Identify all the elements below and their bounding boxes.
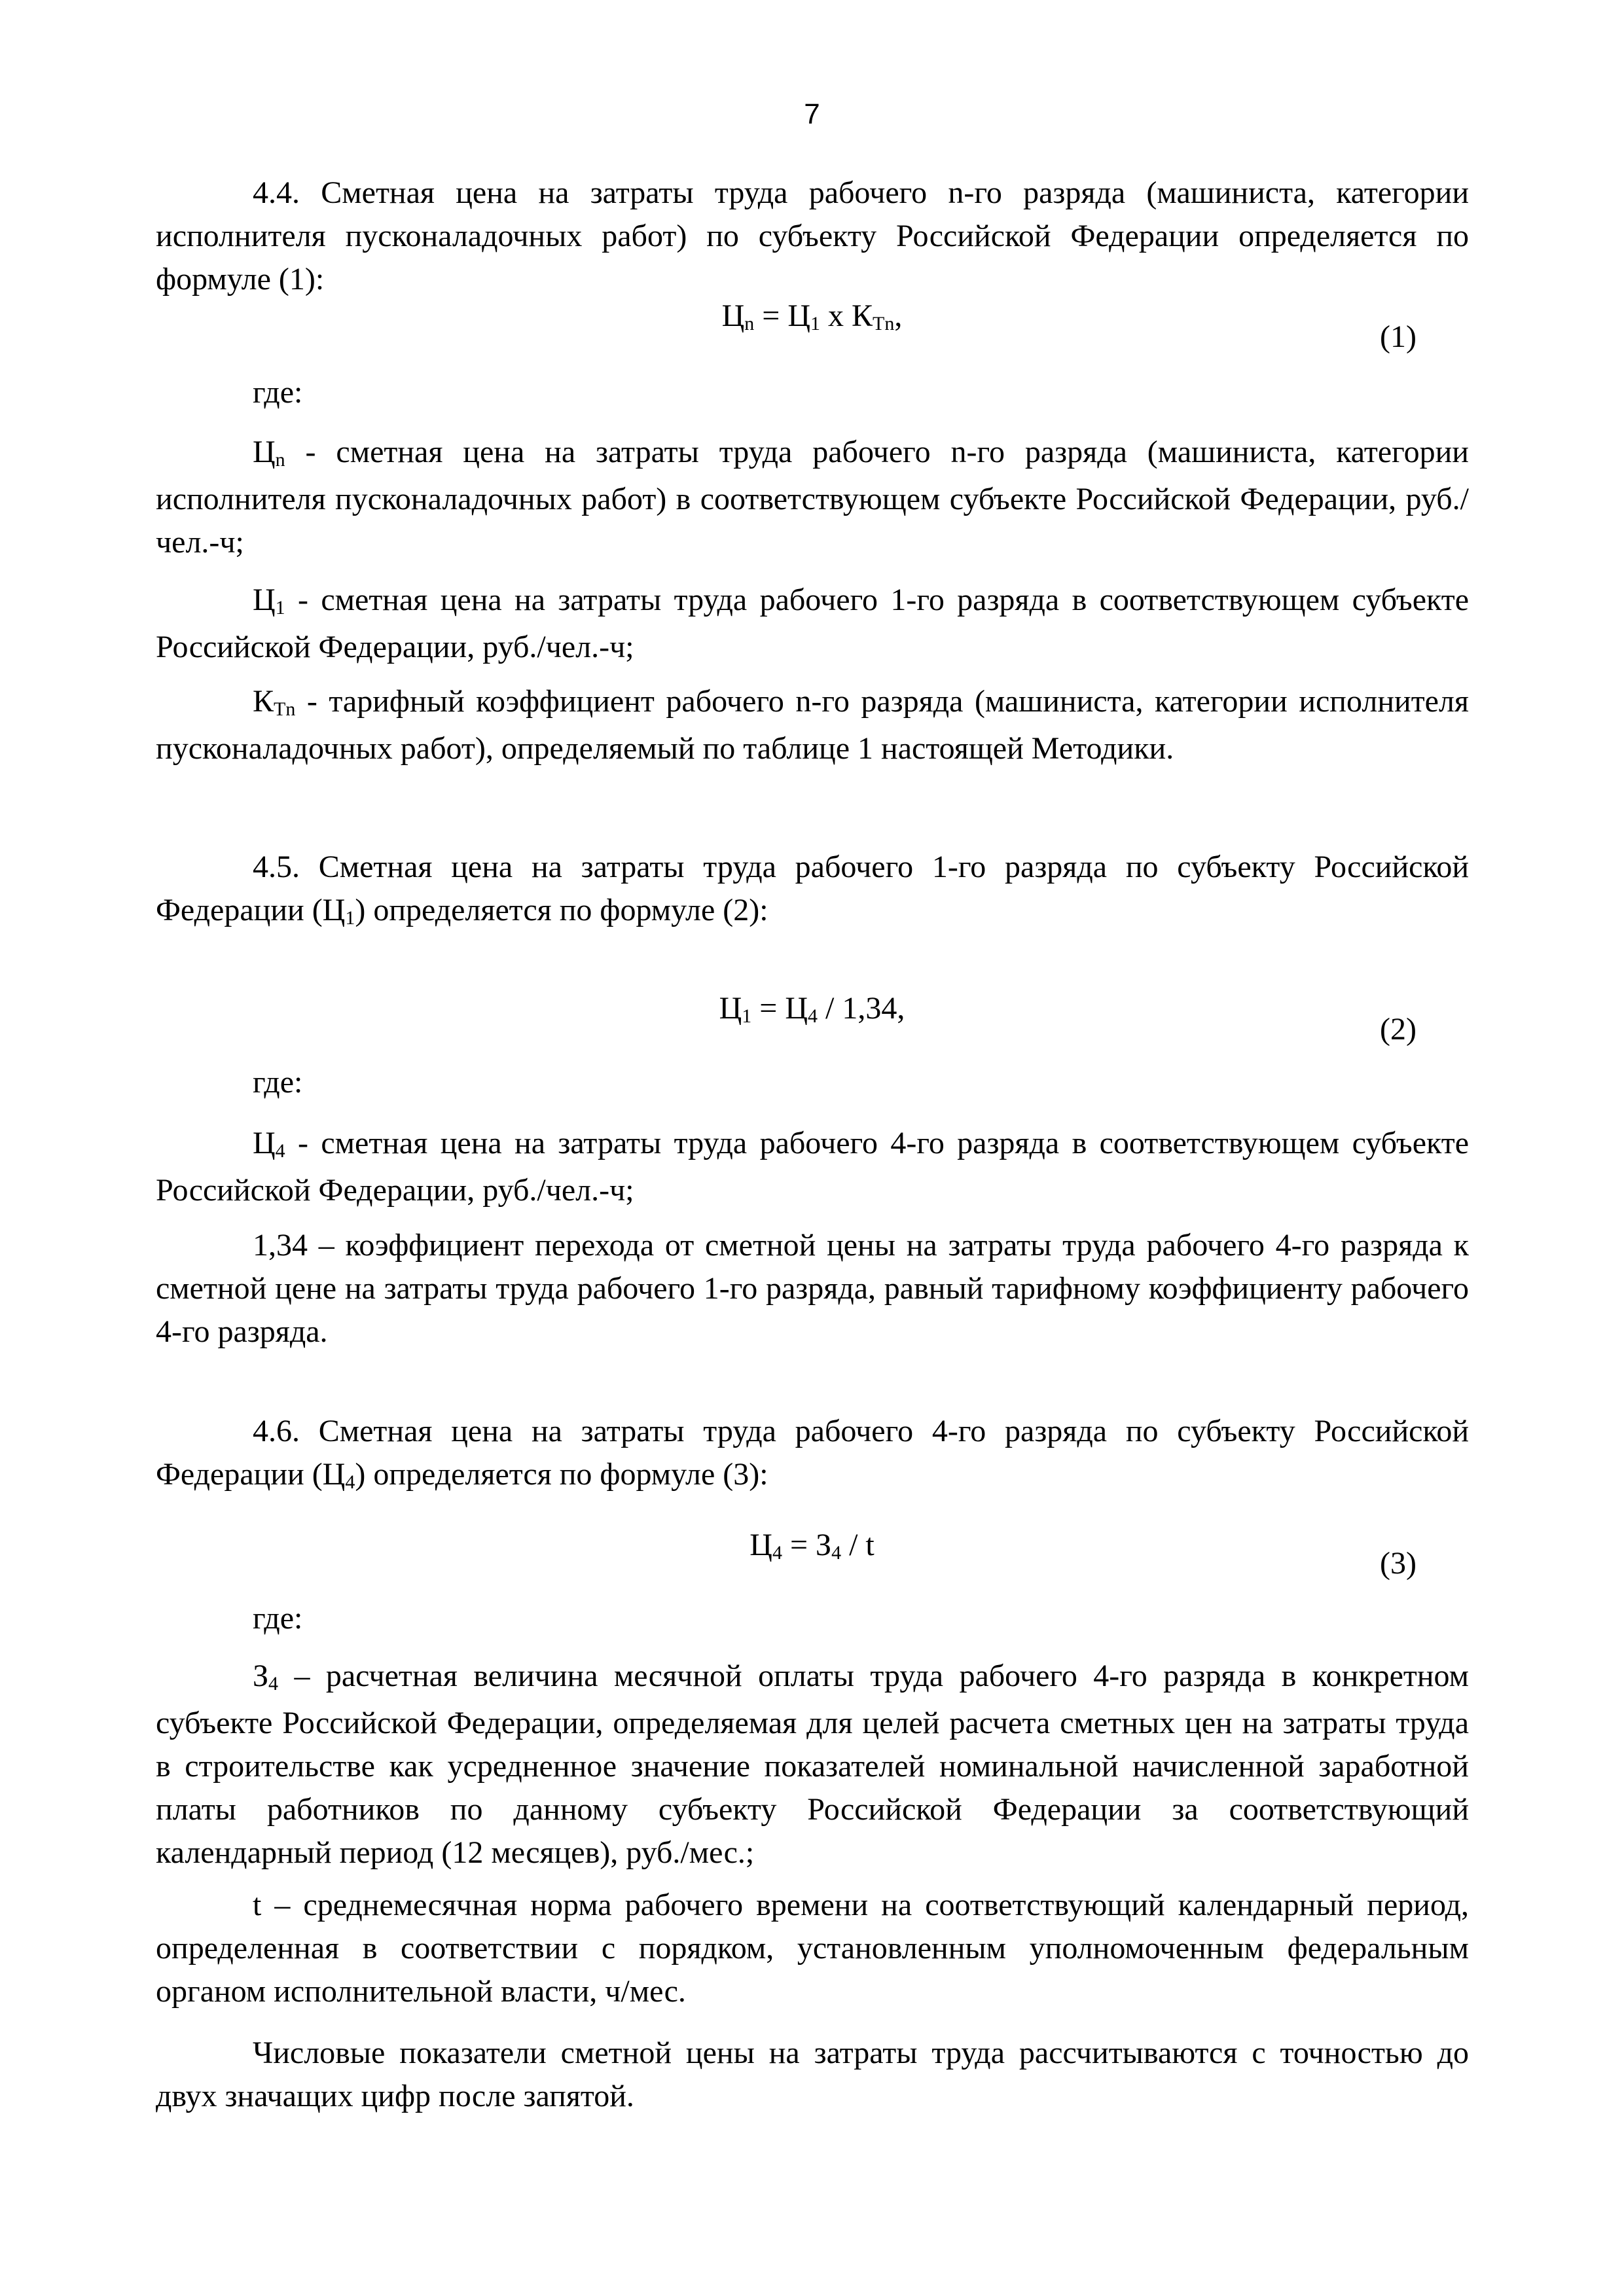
paragraph-4-5: 4.5. Сметная цена на затраты труда рабочего 1-го разряда по субъекту Российской Федерации (Ц1) определяется по формуле (2): (156, 850, 1469, 929)
definition-1-34: 1,34 – коэффициент перехода от сметной цены на затраты труда рабочего 4-го разряда к сметной цене на затраты труда рабочего 1-го разряда, равный тарифному коэффициенту рабочего 4-го разряда. (156, 1228, 1469, 1349)
page-number: 7 (804, 98, 820, 130)
formula-number-3: (3) (1380, 1546, 1416, 1581)
formula-number-1: (1) (1380, 319, 1416, 354)
definition-c1: Ц1 - сметная цена на затраты труда рабочего 1-го разряда в соответствующем субъекте Российской Федерации, руб./чел.-ч; (156, 583, 1469, 664)
definition-t: t – среднемесячная норма рабочего времени на соответствующий календарный период, определенная в соответствии с порядком, установленным уполномоченным федеральным органом исполнительной власти, ч/мес. (156, 1888, 1469, 2009)
where-label: где: (253, 1065, 303, 1100)
formula-3: Ц4 = З4 / t (749, 1528, 875, 1564)
formula-number-2: (2) (1380, 1012, 1416, 1047)
closing-paragraph: Числовые показатели сметной цены на затраты труда рассчитываются с точностью до двух значащих цифр после запятой. (156, 2036, 1469, 2113)
definition-cn: Цn - сметная цена на затраты труда рабочего n-го разряда (машиниста, категории исполнителя пусконаладочных работ) в соответствующем субъекте Российской Федерации, руб./чел.-ч; (156, 435, 1469, 560)
definition-ktn: КТn - тарифный коэффициент рабочего n-го разряда (машиниста, категории исполнителя пусконаладочных работ), определяемый по таблице 1 настоящей Методики. (156, 684, 1469, 766)
definition-z4: З4 – расчетная величина месячной оплаты труда рабочего 4-го разряда в конкретном субъекте Российской Федерации, определяемая для целей расчета сметных цен на затраты труда в строительстве как усредненное значение показателей номинальной начисленной заработной платы работников по данному субъекту Российской Федерации за соответствующий календарный период (12 месяцев), руб./мес.; (156, 1659, 1469, 1870)
definition-c4: Ц4 - сметная цена на затраты труда рабочего 4-го разряда в соответствующем субъекте Российской Федерации, руб./чел.-ч; (156, 1126, 1469, 1208)
formula-1: Цn = Ц1 х КТn, (721, 298, 903, 334)
where-label: где: (253, 1601, 303, 1636)
formula-2: Ц1 = Ц4 / 1,34, (719, 991, 905, 1027)
paragraph-4-4: 4.4. Сметная цена на затраты труда рабочего n-го разряда (машиниста, категории исполнителя пусконаладочных работ) по субъекту Российской Федерации определяется по формуле (1): (156, 175, 1469, 296)
paragraph-4-6: 4.6. Сметная цена на затраты труда рабочего 4-го разряда по субъекту Российской Федерации (Ц4) определяется по формуле (3): (156, 1414, 1469, 1493)
where-label: где: (253, 375, 303, 410)
